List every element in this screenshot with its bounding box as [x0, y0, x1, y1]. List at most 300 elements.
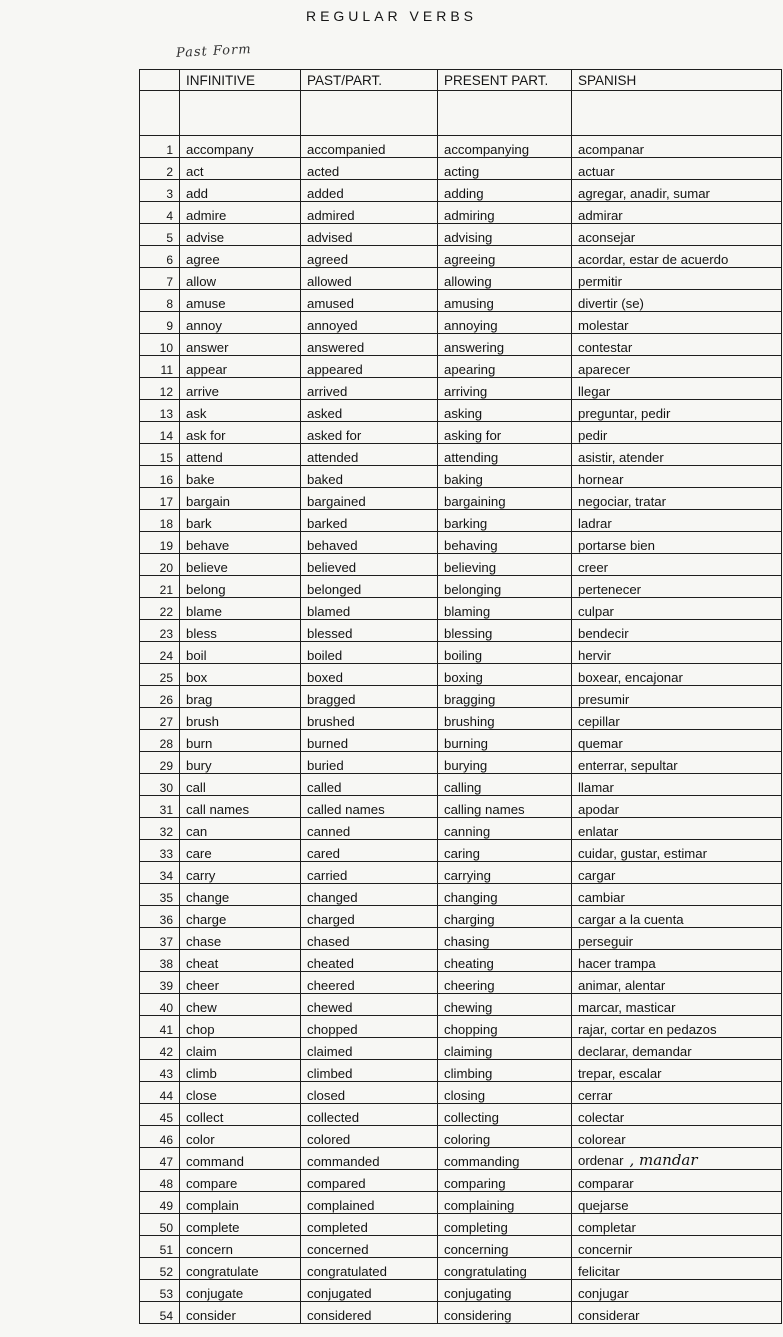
- present-participle-cell: bragging: [438, 686, 572, 708]
- present-participle-cell: blaming: [438, 598, 572, 620]
- row-number: 47: [140, 1148, 180, 1170]
- spanish-cell: hervir: [572, 642, 782, 664]
- header-spacer-row: [140, 91, 782, 136]
- present-participle-cell: charging: [438, 906, 572, 928]
- past-participle-cell: chopped: [301, 1016, 438, 1038]
- table-row: [140, 466, 782, 488]
- present-participle-cell: chasing: [438, 928, 572, 950]
- infinitive-cell: behave: [180, 532, 301, 554]
- spanish-cell: cuidar, gustar, estimar: [572, 840, 782, 862]
- table-row: [140, 1038, 782, 1060]
- past-participle-cell: charged: [301, 906, 438, 928]
- table-row: [140, 994, 782, 1016]
- table-row: [140, 752, 782, 774]
- past-participle-cell: attended: [301, 444, 438, 466]
- present-participle-cell: boxing: [438, 664, 572, 686]
- present-participle-cell: coloring: [438, 1126, 572, 1148]
- infinitive-cell: conjugate: [180, 1280, 301, 1302]
- spanish-cell: permitir: [572, 268, 782, 290]
- past-participle-cell: answered: [301, 334, 438, 356]
- spanish-cell: cargar a la cuenta: [572, 906, 782, 928]
- table-row: [140, 400, 782, 422]
- row-number: 41: [140, 1016, 180, 1038]
- row-number: 39: [140, 972, 180, 994]
- row-number: 9: [140, 312, 180, 334]
- infinitive-cell: box: [180, 664, 301, 686]
- row-number: 22: [140, 598, 180, 620]
- past-participle-cell: concerned: [301, 1236, 438, 1258]
- table-row: [140, 136, 782, 158]
- row-number: 14: [140, 422, 180, 444]
- infinitive-cell: advise: [180, 224, 301, 246]
- table-row: [140, 422, 782, 444]
- infinitive-cell: blame: [180, 598, 301, 620]
- spanish-cell: enlatar: [572, 818, 782, 840]
- row-number: 15: [140, 444, 180, 466]
- table-row: [140, 818, 782, 840]
- present-participle-cell: considering: [438, 1302, 572, 1324]
- infinitive-cell: cheer: [180, 972, 301, 994]
- table-row: [140, 312, 782, 334]
- spanish-cell: presumir: [572, 686, 782, 708]
- spanish-cell: apodar: [572, 796, 782, 818]
- table-row: [140, 664, 782, 686]
- past-participle-cell: called names: [301, 796, 438, 818]
- past-participle-cell: boiled: [301, 642, 438, 664]
- past-participle-cell: bragged: [301, 686, 438, 708]
- infinitive-cell: act: [180, 158, 301, 180]
- spanish-cell: hacer trampa: [572, 950, 782, 972]
- infinitive-cell: bake: [180, 466, 301, 488]
- column-header-past-participle: PAST/PART.: [301, 70, 438, 91]
- table-row: [140, 840, 782, 862]
- table-row: [140, 620, 782, 642]
- row-number: 49: [140, 1192, 180, 1214]
- column-header-infinitive: INFINITIVE: [180, 70, 301, 91]
- past-participle-cell: added: [301, 180, 438, 202]
- infinitive-cell: claim: [180, 1038, 301, 1060]
- present-participle-cell: cheering: [438, 972, 572, 994]
- spanish-cell: admirar: [572, 202, 782, 224]
- past-participle-cell: carried: [301, 862, 438, 884]
- table-row: [140, 686, 782, 708]
- present-participle-cell: chewing: [438, 994, 572, 1016]
- spanish-cell: trepar, escalar: [572, 1060, 782, 1082]
- past-participle-cell: colored: [301, 1126, 438, 1148]
- infinitive-cell: add: [180, 180, 301, 202]
- spanish-cell: cepillar: [572, 708, 782, 730]
- present-participle-cell: brushing: [438, 708, 572, 730]
- infinitive-cell: allow: [180, 268, 301, 290]
- row-number: 53: [140, 1280, 180, 1302]
- infinitive-cell: consider: [180, 1302, 301, 1324]
- past-participle-cell: admired: [301, 202, 438, 224]
- spanish-cell: concernir: [572, 1236, 782, 1258]
- row-number: 32: [140, 818, 180, 840]
- spanish-cell: perseguir: [572, 928, 782, 950]
- spanish-cell: preguntar, pedir: [572, 400, 782, 422]
- present-participle-cell: congratulating: [438, 1258, 572, 1280]
- spanish-cell: ladrar: [572, 510, 782, 532]
- row-number: 26: [140, 686, 180, 708]
- infinitive-cell: bark: [180, 510, 301, 532]
- infinitive-cell: chew: [180, 994, 301, 1016]
- table-row: [140, 1126, 782, 1148]
- spanish-cell: actuar: [572, 158, 782, 180]
- present-participle-cell: burying: [438, 752, 572, 774]
- table-row: [140, 708, 782, 730]
- table-row: [140, 598, 782, 620]
- present-participle-cell: comparing: [438, 1170, 572, 1192]
- spanish-cell: felicitar: [572, 1258, 782, 1280]
- table-row: [140, 554, 782, 576]
- row-number: 42: [140, 1038, 180, 1060]
- table-row: [140, 576, 782, 598]
- row-number: 19: [140, 532, 180, 554]
- present-participle-cell: attending: [438, 444, 572, 466]
- present-participle-cell: climbing: [438, 1060, 572, 1082]
- spanish-cell: declarar, demandar: [572, 1038, 782, 1060]
- infinitive-cell: agree: [180, 246, 301, 268]
- regular-verbs-table: [139, 69, 782, 1324]
- table-row: [140, 532, 782, 554]
- past-participle-cell: agreed: [301, 246, 438, 268]
- spanish-cell: cambiar: [572, 884, 782, 906]
- infinitive-cell: chop: [180, 1016, 301, 1038]
- infinitive-cell: carry: [180, 862, 301, 884]
- infinitive-cell: attend: [180, 444, 301, 466]
- infinitive-cell: command: [180, 1148, 301, 1170]
- table-row: [140, 1214, 782, 1236]
- past-participle-cell: burned: [301, 730, 438, 752]
- past-participle-cell: changed: [301, 884, 438, 906]
- present-participle-cell: collecting: [438, 1104, 572, 1126]
- table-row: [140, 334, 782, 356]
- row-number: 45: [140, 1104, 180, 1126]
- handwritten-note: Past Form: [175, 42, 252, 61]
- spanish-cell: agregar, anadir, sumar: [572, 180, 782, 202]
- spanish-cell: aconsejar: [572, 224, 782, 246]
- spanish-cell: aparecer: [572, 356, 782, 378]
- row-number: 10: [140, 334, 180, 356]
- present-participle-cell: changing: [438, 884, 572, 906]
- past-participle-cell: claimed: [301, 1038, 438, 1060]
- infinitive-cell: brag: [180, 686, 301, 708]
- table-row: [140, 1082, 782, 1104]
- present-participle-cell: allowing: [438, 268, 572, 290]
- infinitive-cell: compare: [180, 1170, 301, 1192]
- spanish-cell: rajar, cortar en pedazos: [572, 1016, 782, 1038]
- row-number: 21: [140, 576, 180, 598]
- spanish-cell: cerrar: [572, 1082, 782, 1104]
- page-title: REGULAR VERBS: [305, 8, 478, 24]
- present-participle-cell: behaving: [438, 532, 572, 554]
- infinitive-cell: ask: [180, 400, 301, 422]
- row-number: 13: [140, 400, 180, 422]
- infinitive-cell: belong: [180, 576, 301, 598]
- present-participle-cell: cheating: [438, 950, 572, 972]
- spanish-cell: hornear: [572, 466, 782, 488]
- table-row: [140, 158, 782, 180]
- row-number: 20: [140, 554, 180, 576]
- spanish-cell: portarse bien: [572, 532, 782, 554]
- table-row: [140, 1236, 782, 1258]
- table-row: [140, 180, 782, 202]
- past-participle-cell: accompanied: [301, 136, 438, 158]
- row-number: 31: [140, 796, 180, 818]
- infinitive-cell: care: [180, 840, 301, 862]
- infinitive-cell: amuse: [180, 290, 301, 312]
- past-participle-cell: completed: [301, 1214, 438, 1236]
- row-number: 54: [140, 1302, 180, 1324]
- infinitive-cell: can: [180, 818, 301, 840]
- infinitive-cell: close: [180, 1082, 301, 1104]
- infinitive-cell: burn: [180, 730, 301, 752]
- spanish-cell: creer: [572, 554, 782, 576]
- spanish-cell: quejarse: [572, 1192, 782, 1214]
- row-number: 51: [140, 1236, 180, 1258]
- table-body: [140, 91, 782, 1324]
- past-participle-cell: chewed: [301, 994, 438, 1016]
- row-number: 24: [140, 642, 180, 664]
- spanish-cell: culpar: [572, 598, 782, 620]
- infinitive-cell: call: [180, 774, 301, 796]
- present-participle-cell: complaining: [438, 1192, 572, 1214]
- table-row: [140, 796, 782, 818]
- spanish-cell: enterrar, sepultar: [572, 752, 782, 774]
- present-participle-cell: chopping: [438, 1016, 572, 1038]
- present-participle-cell: annoying: [438, 312, 572, 334]
- present-participle-cell: calling: [438, 774, 572, 796]
- past-participle-cell: arrived: [301, 378, 438, 400]
- past-participle-cell: cheated: [301, 950, 438, 972]
- table-row: [140, 906, 782, 928]
- row-number: 25: [140, 664, 180, 686]
- present-participle-cell: boiling: [438, 642, 572, 664]
- spanish-cell: acompanar: [572, 136, 782, 158]
- spanish-cell: conjugar: [572, 1280, 782, 1302]
- handwritten-addition: , mandar: [629, 1151, 698, 1169]
- spanish-text: ordenar: [578, 1153, 624, 1168]
- past-participle-cell: called: [301, 774, 438, 796]
- row-number: 17: [140, 488, 180, 510]
- infinitive-cell: climb: [180, 1060, 301, 1082]
- row-number: 43: [140, 1060, 180, 1082]
- present-participle-cell: advising: [438, 224, 572, 246]
- present-participle-cell: accompanying: [438, 136, 572, 158]
- spanish-cell: bendecir: [572, 620, 782, 642]
- spanish-cell: [572, 1148, 782, 1170]
- present-participle-cell: answering: [438, 334, 572, 356]
- spanish-cell: quemar: [572, 730, 782, 752]
- verbs-table-wrapper: [139, 69, 782, 1324]
- past-participle-cell: compared: [301, 1170, 438, 1192]
- spanish-cell: divertir (se): [572, 290, 782, 312]
- infinitive-cell: admire: [180, 202, 301, 224]
- present-participle-cell: admiring: [438, 202, 572, 224]
- past-participle-cell: asked for: [301, 422, 438, 444]
- past-participle-cell: chased: [301, 928, 438, 950]
- past-participle-cell: considered: [301, 1302, 438, 1324]
- spanish-cell: completar: [572, 1214, 782, 1236]
- past-participle-cell: complained: [301, 1192, 438, 1214]
- infinitive-cell: bury: [180, 752, 301, 774]
- present-participle-cell: acting: [438, 158, 572, 180]
- present-participle-cell: barking: [438, 510, 572, 532]
- infinitive-cell: believe: [180, 554, 301, 576]
- spanish-cell: comparar: [572, 1170, 782, 1192]
- table-row: [140, 378, 782, 400]
- present-participle-cell: commanding: [438, 1148, 572, 1170]
- infinitive-cell: annoy: [180, 312, 301, 334]
- past-participle-cell: closed: [301, 1082, 438, 1104]
- present-participle-cell: blessing: [438, 620, 572, 642]
- spanish-cell: considerar: [572, 1302, 782, 1324]
- past-participle-cell: asked: [301, 400, 438, 422]
- table-row: [140, 862, 782, 884]
- table-row: [140, 1302, 782, 1324]
- row-number: 50: [140, 1214, 180, 1236]
- infinitive-cell: arrive: [180, 378, 301, 400]
- past-participle-cell: collected: [301, 1104, 438, 1126]
- table-row: [140, 444, 782, 466]
- past-participle-cell: congratulated: [301, 1258, 438, 1280]
- row-number: 2: [140, 158, 180, 180]
- row-number: 5: [140, 224, 180, 246]
- table-row: [140, 246, 782, 268]
- spanish-cell: animar, alentar: [572, 972, 782, 994]
- past-participle-cell: blessed: [301, 620, 438, 642]
- row-number: 23: [140, 620, 180, 642]
- infinitive-cell: change: [180, 884, 301, 906]
- past-participle-cell: canned: [301, 818, 438, 840]
- past-participle-cell: bargained: [301, 488, 438, 510]
- present-participle-cell: burning: [438, 730, 572, 752]
- row-number: 40: [140, 994, 180, 1016]
- past-participle-cell: barked: [301, 510, 438, 532]
- table-row: [140, 268, 782, 290]
- present-participle-cell: asking for: [438, 422, 572, 444]
- past-participle-cell: cheered: [301, 972, 438, 994]
- present-participle-cell: concerning: [438, 1236, 572, 1258]
- table-row: [140, 972, 782, 994]
- past-participle-cell: amused: [301, 290, 438, 312]
- row-number: 52: [140, 1258, 180, 1280]
- spanish-cell: marcar, masticar: [572, 994, 782, 1016]
- present-participle-cell: baking: [438, 466, 572, 488]
- past-participle-cell: boxed: [301, 664, 438, 686]
- table-row: [140, 1104, 782, 1126]
- infinitive-cell: chase: [180, 928, 301, 950]
- table-row: [140, 1170, 782, 1192]
- past-participle-cell: blamed: [301, 598, 438, 620]
- infinitive-cell: concern: [180, 1236, 301, 1258]
- infinitive-cell: complain: [180, 1192, 301, 1214]
- row-number: 1: [140, 136, 180, 158]
- table-row: [140, 202, 782, 224]
- table-row: [140, 224, 782, 246]
- past-participle-cell: climbed: [301, 1060, 438, 1082]
- row-number: 30: [140, 774, 180, 796]
- present-participle-cell: carrying: [438, 862, 572, 884]
- row-number: 38: [140, 950, 180, 972]
- column-header-spanish: SPANISH: [572, 70, 782, 91]
- row-number: 4: [140, 202, 180, 224]
- table-row: [140, 510, 782, 532]
- past-participle-cell: believed: [301, 554, 438, 576]
- present-participle-cell: agreeing: [438, 246, 572, 268]
- row-number: 27: [140, 708, 180, 730]
- past-participle-cell: acted: [301, 158, 438, 180]
- present-participle-cell: calling names: [438, 796, 572, 818]
- table-row: [140, 356, 782, 378]
- past-participle-cell: advised: [301, 224, 438, 246]
- infinitive-cell: charge: [180, 906, 301, 928]
- past-participle-cell: buried: [301, 752, 438, 774]
- column-header-present-participle: PRESENT PART.: [438, 70, 572, 91]
- row-number: 11: [140, 356, 180, 378]
- row-number: 46: [140, 1126, 180, 1148]
- table-row: [140, 884, 782, 906]
- past-participle-cell: annoyed: [301, 312, 438, 334]
- table-row: [140, 1280, 782, 1302]
- present-participle-cell: closing: [438, 1082, 572, 1104]
- present-participle-cell: adding: [438, 180, 572, 202]
- present-participle-cell: apearing: [438, 356, 572, 378]
- spanish-cell: cargar: [572, 862, 782, 884]
- infinitive-cell: answer: [180, 334, 301, 356]
- spanish-cell: pertenecer: [572, 576, 782, 598]
- spanish-cell: llegar: [572, 378, 782, 400]
- spanish-cell: boxear, encajonar: [572, 664, 782, 686]
- table-header-row: [140, 70, 782, 91]
- present-participle-cell: amusing: [438, 290, 572, 312]
- table-row: [140, 1060, 782, 1082]
- table-row: [140, 730, 782, 752]
- table-row: [140, 1192, 782, 1214]
- present-participle-cell: belonging: [438, 576, 572, 598]
- spanish-cell: negociar, tratar: [572, 488, 782, 510]
- column-header-number: [140, 70, 180, 91]
- infinitive-cell: complete: [180, 1214, 301, 1236]
- infinitive-cell: brush: [180, 708, 301, 730]
- spanish-cell: pedir: [572, 422, 782, 444]
- past-participle-cell: behaved: [301, 532, 438, 554]
- row-number: 28: [140, 730, 180, 752]
- present-participle-cell: asking: [438, 400, 572, 422]
- row-number: 12: [140, 378, 180, 400]
- infinitive-cell: congratulate: [180, 1258, 301, 1280]
- table-row: [140, 1148, 782, 1170]
- past-participle-cell: conjugated: [301, 1280, 438, 1302]
- present-participle-cell: bargaining: [438, 488, 572, 510]
- infinitive-cell: ask for: [180, 422, 301, 444]
- past-participle-cell: commanded: [301, 1148, 438, 1170]
- row-number: 3: [140, 180, 180, 202]
- table-row: [140, 774, 782, 796]
- table-row: [140, 1258, 782, 1280]
- past-participle-cell: appeared: [301, 356, 438, 378]
- row-number: 7: [140, 268, 180, 290]
- infinitive-cell: boil: [180, 642, 301, 664]
- present-participle-cell: conjugating: [438, 1280, 572, 1302]
- row-number: 44: [140, 1082, 180, 1104]
- spanish-cell: asistir, atender: [572, 444, 782, 466]
- spanish-cell: molestar: [572, 312, 782, 334]
- infinitive-cell: accompany: [180, 136, 301, 158]
- past-participle-cell: belonged: [301, 576, 438, 598]
- present-participle-cell: claiming: [438, 1038, 572, 1060]
